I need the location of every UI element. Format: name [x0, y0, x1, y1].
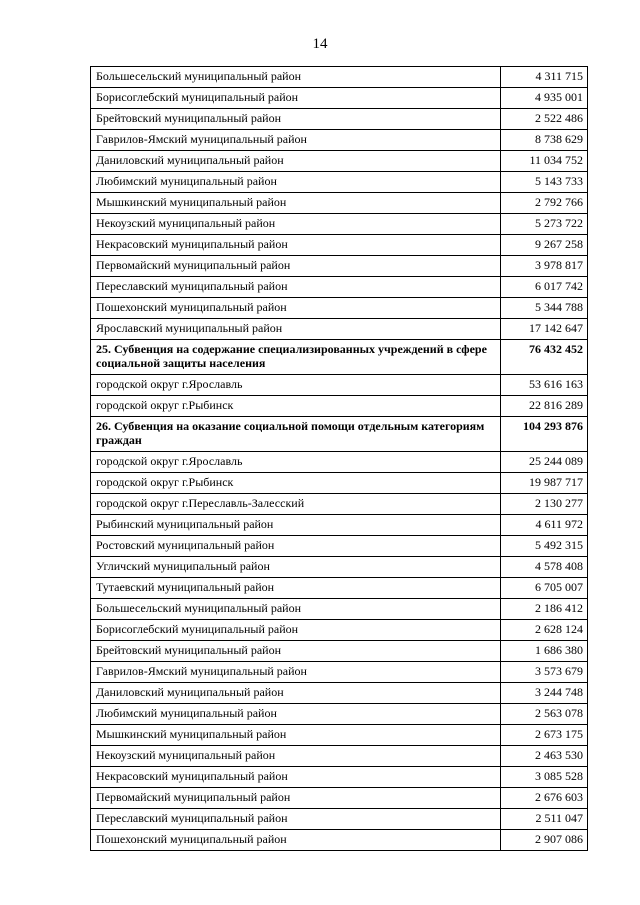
amount: 22 816 289 [501, 396, 588, 417]
municipality-name: городской округ г.Ярославль [91, 452, 501, 473]
section-total: 76 432 452 [501, 340, 588, 375]
municipality-name: Большесельский муниципальный район [91, 599, 501, 620]
amount: 25 244 089 [501, 452, 588, 473]
table-row [91, 109, 588, 130]
table-row [91, 662, 588, 683]
section-total: 104 293 876 [501, 417, 588, 452]
section-title: 26. Субвенция на оказание социальной помощи отдельным категориям граждан [91, 417, 501, 452]
table-row [91, 88, 588, 109]
municipality-name: Гаврилов-Ямский муниципальный район [91, 130, 501, 151]
municipality-name: Брейтовский муниципальный район [91, 109, 501, 130]
table-row [91, 172, 588, 193]
amount: 6 017 742 [501, 277, 588, 298]
municipality-name: Мышкинский муниципальный район [91, 193, 501, 214]
municipality-name: Ярославский муниципальный район [91, 319, 501, 340]
section-title: 25. Субвенция на содержание специализированных учреждений в сфере социальной защиты населения [91, 340, 501, 375]
table-row [91, 704, 588, 725]
municipality-name: Угличский муниципальный район [91, 557, 501, 578]
municipality-name: Большесельский муниципальный район [91, 67, 501, 88]
municipality-name: Первомайский муниципальный район [91, 788, 501, 809]
municipality-name: Некоузский муниципальный район [91, 214, 501, 235]
amount: 11 034 752 [501, 151, 588, 172]
section-header-row [91, 417, 588, 452]
table-row [91, 578, 588, 599]
municipality-name: Переславский муниципальный район [91, 809, 501, 830]
amount: 4 935 001 [501, 88, 588, 109]
municipality-name: Даниловский муниципальный район [91, 683, 501, 704]
amount: 2 628 124 [501, 620, 588, 641]
amount: 2 186 412 [501, 599, 588, 620]
municipality-name: городской округ г.Рыбинск [91, 473, 501, 494]
table-row [91, 298, 588, 319]
municipality-name: городской округ г.Рыбинск [91, 396, 501, 417]
municipality-name: Пошехонский муниципальный район [91, 830, 501, 851]
amount: 4 311 715 [501, 67, 588, 88]
amount: 4 578 408 [501, 557, 588, 578]
municipality-name: Некрасовский муниципальный район [91, 767, 501, 788]
amount: 2 676 603 [501, 788, 588, 809]
municipality-name: Ростовский муниципальный район [91, 536, 501, 557]
amount: 2 522 486 [501, 109, 588, 130]
amount: 2 792 766 [501, 193, 588, 214]
subvention-table [90, 66, 588, 851]
municipality-name: Рыбинский муниципальный район [91, 515, 501, 536]
amount: 6 705 007 [501, 578, 588, 599]
section-header-row [91, 340, 588, 375]
municipality-name: Некоузский муниципальный район [91, 746, 501, 767]
table-row [91, 151, 588, 172]
amount: 9 267 258 [501, 235, 588, 256]
amount: 3 085 528 [501, 767, 588, 788]
table-row [91, 599, 588, 620]
table-row [91, 830, 588, 851]
amount: 53 616 163 [501, 375, 588, 396]
municipality-name: Переславский муниципальный район [91, 277, 501, 298]
amount: 5 273 722 [501, 214, 588, 235]
table-row [91, 641, 588, 662]
municipality-name: городской округ г.Переславль-Залесский [91, 494, 501, 515]
table-row [91, 746, 588, 767]
municipality-name: Борисоглебский муниципальный район [91, 88, 501, 109]
amount: 2 673 175 [501, 725, 588, 746]
table-row [91, 193, 588, 214]
municipality-name: Тутаевский муниципальный район [91, 578, 501, 599]
municipality-name: Любимский муниципальный район [91, 704, 501, 725]
amount: 17 142 647 [501, 319, 588, 340]
table-row [91, 473, 588, 494]
table-row [91, 67, 588, 88]
municipality-name: Некрасовский муниципальный район [91, 235, 501, 256]
amount: 2 563 078 [501, 704, 588, 725]
amount: 19 987 717 [501, 473, 588, 494]
amount: 3 244 748 [501, 683, 588, 704]
page-number: 14 [312, 36, 328, 52]
amount: 8 738 629 [501, 130, 588, 151]
amount: 2 463 530 [501, 746, 588, 767]
table-row [91, 536, 588, 557]
table-row [91, 452, 588, 473]
municipality-name: Пошехонский муниципальный район [91, 298, 501, 319]
municipality-name: Брейтовский муниципальный район [91, 641, 501, 662]
amount: 3 573 679 [501, 662, 588, 683]
municipality-name: Первомайский муниципальный район [91, 256, 501, 277]
table-row [91, 683, 588, 704]
amount: 1 686 380 [501, 641, 588, 662]
municipality-name: Борисоглебский муниципальный район [91, 620, 501, 641]
table-row [91, 130, 588, 151]
amount: 4 611 972 [501, 515, 588, 536]
table-row [91, 396, 588, 417]
table-row [91, 767, 588, 788]
amount: 3 978 817 [501, 256, 588, 277]
amount: 2 130 277 [501, 494, 588, 515]
municipality-name: Гаврилов-Ямский муниципальный район [91, 662, 501, 683]
table-row [91, 809, 588, 830]
municipality-name: Любимский муниципальный район [91, 172, 501, 193]
table-row [91, 557, 588, 578]
table-row [91, 277, 588, 298]
municipality-name: Мышкинский муниципальный район [91, 725, 501, 746]
amount: 2 907 086 [501, 830, 588, 851]
table-row [91, 214, 588, 235]
amount: 5 492 315 [501, 536, 588, 557]
amount: 5 143 733 [501, 172, 588, 193]
amount: 2 511 047 [501, 809, 588, 830]
table-row [91, 515, 588, 536]
amount: 5 344 788 [501, 298, 588, 319]
municipality-name: городской округ г.Ярославль [91, 375, 501, 396]
table-row [91, 620, 588, 641]
table-row [91, 375, 588, 396]
table-row [91, 494, 588, 515]
municipality-name: Даниловский муниципальный район [91, 151, 501, 172]
table-row [91, 256, 588, 277]
table-row [91, 725, 588, 746]
table-body [91, 67, 588, 851]
table-row [91, 319, 588, 340]
table-row [91, 235, 588, 256]
table-row [91, 788, 588, 809]
